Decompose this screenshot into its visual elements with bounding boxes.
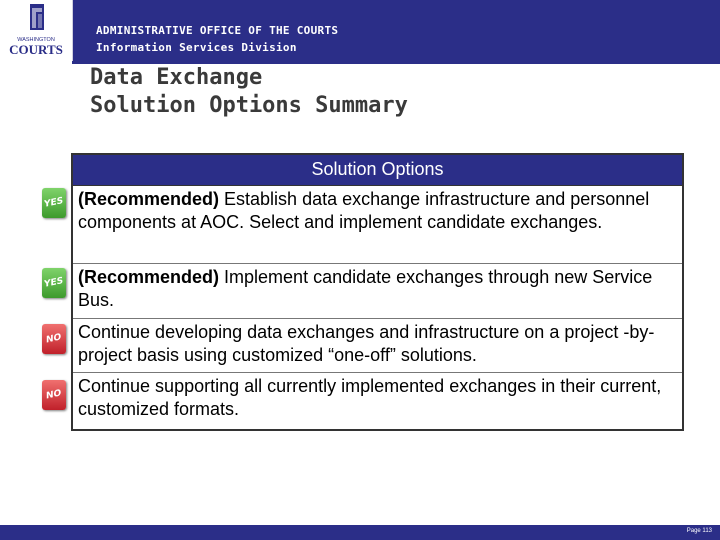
- header-org: ADMINISTRATIVE OFFICE OF THE COURTS: [96, 24, 339, 37]
- logo-line1: WASHINGTON: [17, 37, 55, 43]
- page-title-line2: Solution Options Summary: [90, 93, 408, 118]
- option-4-text: Continue supporting all currently implemented exchanges in their current, customized formats.: [78, 376, 662, 419]
- table-heading: Solution Options: [73, 155, 682, 186]
- header-text: [96, 22, 338, 56]
- option-row-3: [73, 319, 682, 373]
- option-row-1: [73, 186, 682, 264]
- option-1-text: Establish data exchange infrastructure and personnel components at AOC. Select and implement candidate exchanges.: [78, 189, 650, 232]
- washington-courts-logo: [0, 0, 73, 61]
- solution-options-table: [71, 153, 684, 431]
- no-badge-icon: NO: [42, 324, 66, 354]
- page-title: [90, 64, 408, 120]
- option-3-text: Continue developing data exchanges and infrastructure on a project -by-project basis using customized “one-off” solutions.: [78, 322, 655, 365]
- footer-band: [0, 525, 720, 540]
- yes-badge-icon: YES: [42, 188, 66, 218]
- option-row-4: [73, 373, 682, 429]
- page-number: Page 113: [686, 528, 712, 534]
- page-title-line1: Data Exchange: [90, 65, 263, 90]
- header-band: [0, 0, 720, 61]
- yes-badge-icon: YES: [42, 268, 66, 298]
- option-2-prefix: (Recommended): [78, 267, 220, 287]
- no-badge-icon: NO: [42, 380, 66, 410]
- option-row-2: [73, 264, 682, 319]
- logo-line2: COURTS: [9, 42, 63, 57]
- option-2-text: Implement candidate exchanges through new Service Bus.: [78, 267, 653, 310]
- option-1-prefix: (Recommended): [78, 189, 220, 209]
- header-division: Information Services Division: [96, 41, 297, 54]
- courts-logo-graphic: [0, 0, 72, 61]
